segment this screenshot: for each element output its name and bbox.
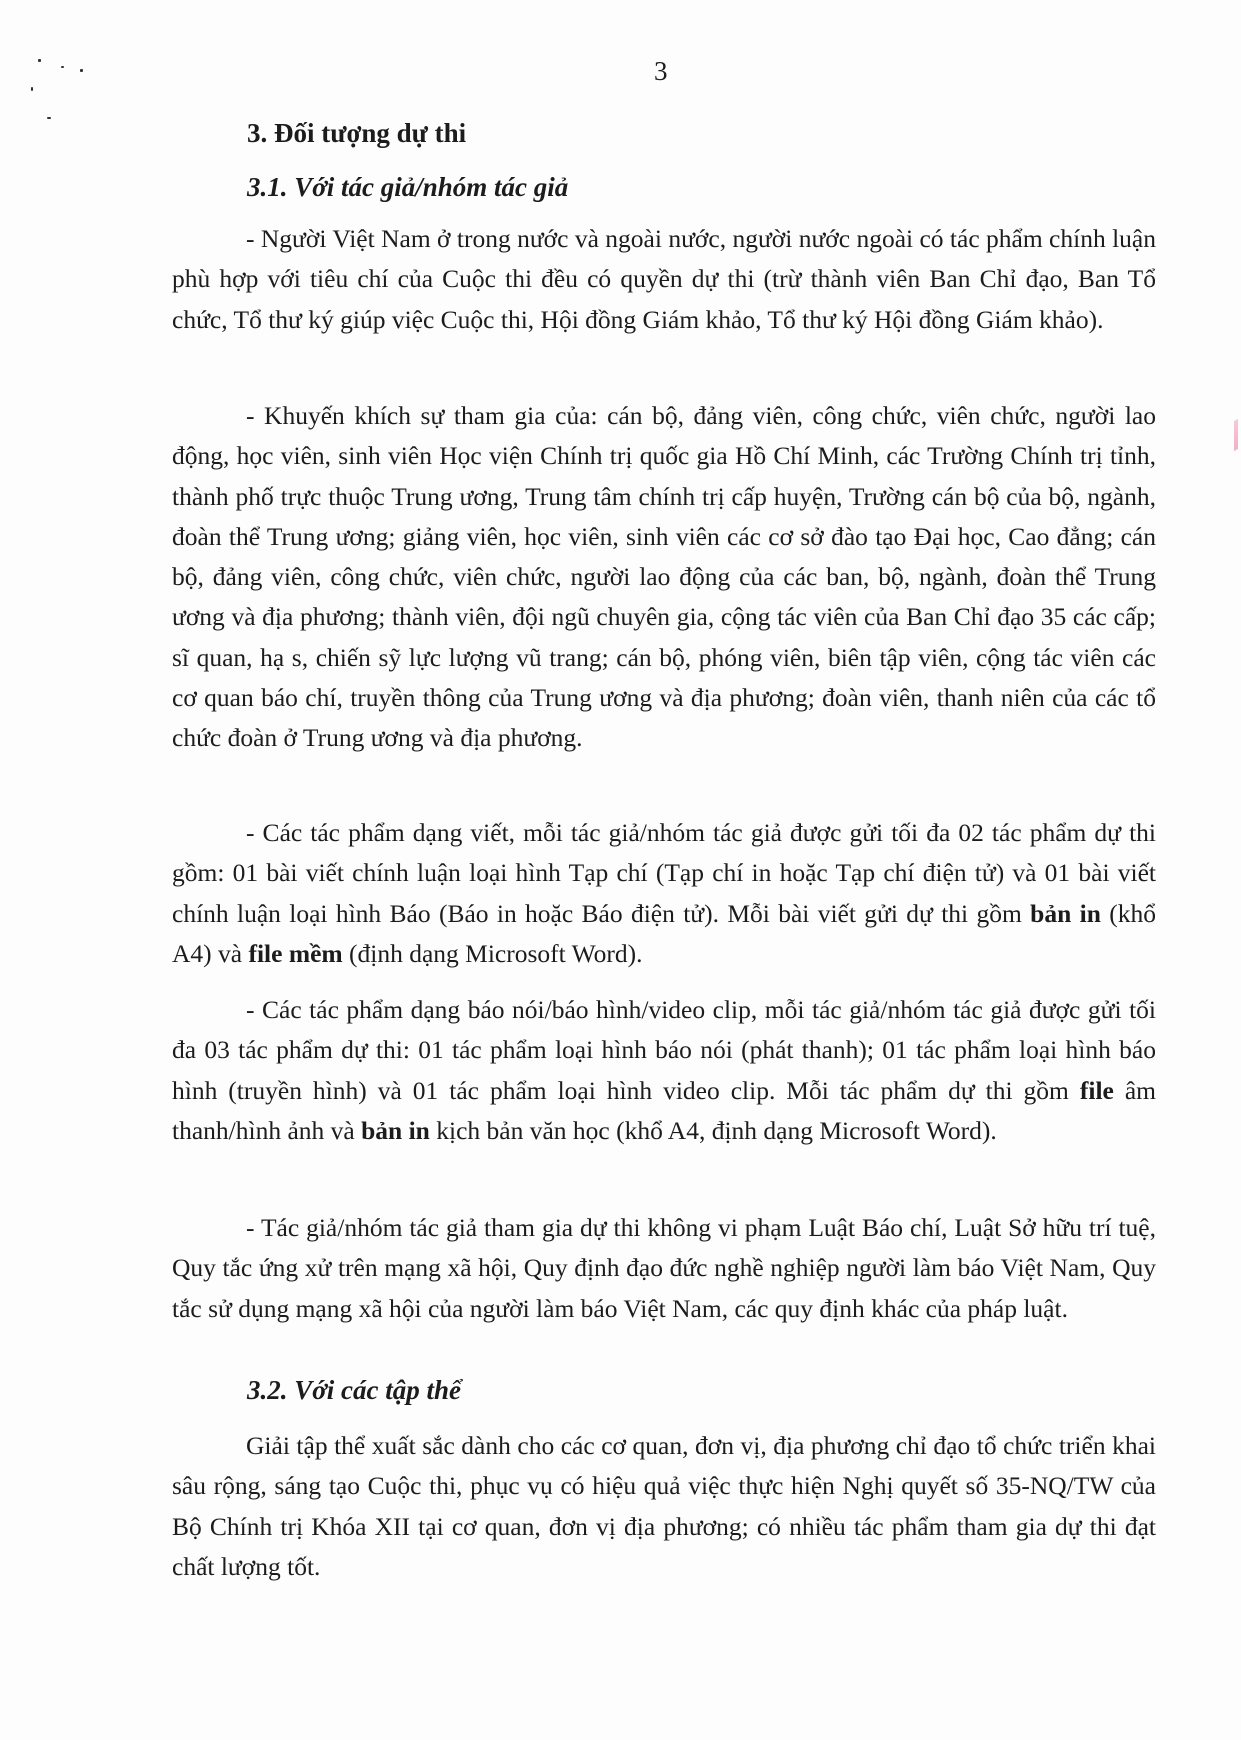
scan-mark (1234, 419, 1238, 451)
paragraph (172, 990, 1156, 1151)
paragraph: - Tác giả/nhóm tác giả tham gia dự thi không vi phạm Luật Báo chí, Luật Sở hữu trí tuệ, Quy tắc ứng xử trên mạng xã hội, Quy định đạo đức nghề nghiệp người làm báo Việt Nam, Quy tắc sử dụng mạng xã hội của người làm báo Việt Nam, các quy định khác của pháp luật. (172, 1213, 1156, 1323)
paragraph: - Người Việt Nam ở trong nước và ngoài nước, người nước ngoài có tác phẩm chính luận phù hợp với tiêu chí của Cuộc thi đều có quyền dự thi (trừ thành viên Ban Chỉ đạo, Ban Tổ chức, Tổ thư ký giúp việc Cuộc thi, Hội đồng Giám khảo, Tổ thư ký Hội đồng Giám khảo). (172, 224, 1156, 334)
paragraph: Giải tập thể xuất sắc dành cho các cơ quan, đơn vị, địa phương chỉ đạo tổ chức triển khai sâu rộng, sáng tạo Cuộc thi, phục vụ có hiệu quả việc thực hiện Nghị quyết số 35-NQ/TW của Bộ Chính trị Khóa XII tại cơ quan, đơn vị địa phương; có nhiều tác phẩm tham gia dự thi đạt chất lượng tốt. (172, 1431, 1156, 1581)
page-number: 3 (654, 56, 668, 86)
scan-speck (38, 59, 41, 62)
scan-speck (47, 117, 51, 119)
paragraph-text: (khổ A4) và (172, 898, 1156, 968)
scan-speck (31, 87, 33, 91)
scan-speck (80, 69, 83, 72)
bold-term: file (1079, 1075, 1114, 1105)
paragraph-text: - Các tác phẩm dạng báo nói/báo hình/video clip, mỗi tác giả/nhóm tác giả được gửi tối đa 03 tác phẩm dự thi: 01 tác phẩm loại hình báo nói (phát thanh); 01 tác phẩm loại hình báo hình (truyền hình) và 01 tác phẩm loại hình video clip. Mỗi tác phẩm dự thi gồm (172, 995, 1156, 1105)
paragraph-text: âm thanh/hình ảnh và (172, 1075, 1156, 1145)
subsection-heading: 3.1. Với tác giả/nhóm tác giả (247, 172, 569, 202)
paragraph-text: (định dạng Microsoft Word). (342, 938, 643, 968)
bold-term: bản in (361, 1115, 430, 1145)
paragraph-text: - Các tác phẩm dạng viết, mỗi tác giả/nhóm tác giả được gửi tối đa 02 tác phẩm dự thi gồm: 01 bài viết chính luận loại hình Tạp chí (Tạp chí in hoặc Tạp chí điện tử) và 01 bài viết chính luận loại hình Báo (Báo in hoặc Báo điện tử). Mỗi bài viết gửi dự thi gồm (172, 818, 1156, 928)
bold-term: bản in (1030, 898, 1101, 928)
subsection-heading: 3.2. Với các tập thể (247, 1375, 461, 1405)
bold-term: file mềm (248, 938, 343, 968)
scan-speck (61, 66, 64, 68)
paragraph (172, 813, 1156, 974)
section-heading: 3. Đối tượng dự thi (247, 118, 467, 148)
paragraph-text: kịch bản văn học (khổ A4, định dạng Microsoft Word). (429, 1115, 997, 1145)
paragraph: - Khuyến khích sự tham gia của: cán bộ, đảng viên, công chức, viên chức, người lao động, học viên, sinh viên Học viện Chính trị quốc gia Hồ Chí Minh, các Trường Chính trị tỉnh, thành phố trực thuộc Trung ương, Trung tâm chính trị cấp huyện, Trường cán bộ của bộ, ngành, đoàn thể Trung ương; giảng viên, học viên, sinh viên các cơ sở đào tạo Đại học, Cao đẳng; cán bộ, đảng viên, công chức, viên chức, người lao động của các ban, bộ, ngành, đoàn thể Trung ương và địa phương; thành viên, đội ngũ chuyên gia, cộng tác viên của Ban Chỉ đạo 35 các cấp; sĩ quan, hạ s, chiến sỹ lực lượng vũ trang; cán bộ, phóng viên, biên tập viên, cộng tác viên các cơ quan báo chí, truyền thông của Trung ương và địa phương; đoàn viên, thanh niên của các tổ chức đoàn ở Trung ương và địa phương. (172, 401, 1156, 753)
